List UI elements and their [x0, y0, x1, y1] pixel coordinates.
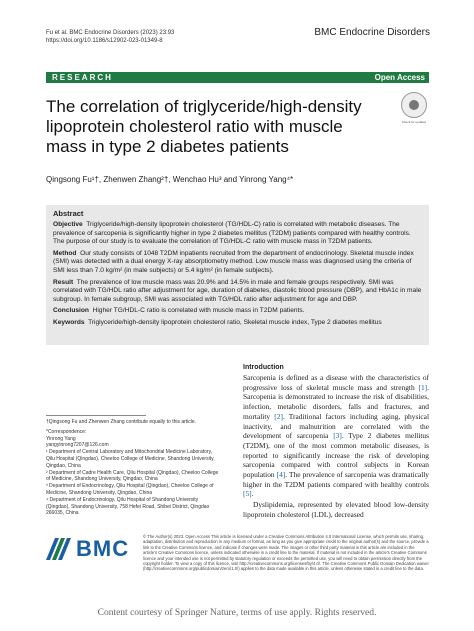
article-title: The correlation of triglyceride/high-density lipoprotein cholesterol ratio with muscle mass in type 2 diabetes patients [46, 97, 362, 156]
abstract-box [46, 205, 429, 345]
reference-link[interactable]: [5] [243, 489, 252, 499]
abstract-result: Result The prevalence of low muscle mass was 20.9% and 14.5% in male and female groups respectively. SMI was correlated with TG/HDL ratio after adjustment for age, duration of diabetes, diastolic blood pressure (DBP), and HbA1c in male subgroup. In female subgroup, SMI was associated with TG/HDL ratio after adjustment for age and DBP. [53, 278, 422, 303]
open-access-label: Open Access [374, 73, 425, 82]
article-type: RESEARCH [52, 73, 113, 82]
correspondence-name: Yinrong Yang [46, 435, 76, 442]
reference-link[interactable]: [3] [333, 431, 342, 441]
doi-link[interactable]: https://doi.org/10.1186/s12902-023-01349-8 [46, 38, 163, 44]
introduction-paragraph-2: Dyslipidemia, represented by elevated blood low-density lipoprotein cholesterol (LDL), decreased [243, 500, 429, 519]
correspondence-email[interactable]: yangyinrong7207@126.com [46, 442, 109, 449]
journal-name: BMC Endocrine Disorders [314, 27, 430, 38]
affiliation-2: ² Department of Cadre Health Care, Qilu Hospital (Qingdao), Cheeloo College of Medicine, Shandong University, Qingdao, China [46, 469, 219, 483]
footnote-divider [46, 415, 146, 416]
introduction-paragraph-1: Sarcopenia is defined as a disease with the characteristics of progressive loss of skeletal muscle mass and strength [1]. Sarcopenia is demonstrated to increase the risk of disabilities, infection, metabolic disorders, falls and fractures, and mortality [2]. Traditional factors including aging, physical inactivity, and malnutrition are correlated with the development of sarcopenia [3]. Type 2 diabetes mellitus (T2DM), one of the most common metabolic diseases, is reported to significantly increase the risk of developing sarcopenia compared with control subjects in Korean population [4]. The prevalence of sarcopenia was dramatically higher in the T2DM patients compared with healthy controls [5]. [243, 373, 429, 499]
citation-line: Fu et al. BMC Endocrine Disorders (2023) 23:93 [46, 30, 175, 36]
affiliation-1: ¹ Department of Central Laboratory and Mitochondrial Medicine Laboratory, Qilu Hospital (Qingdao), Cheeloo College of Medicine, Shandong University, Qingdao, China [46, 449, 215, 469]
abstract-conclusion: Conclusion Higher TG/HDL-C ratio is correlated with muscle mass in T2DM patients. [53, 307, 305, 315]
affiliation-3: ³ Department of Endocrinology, Qilu Hospital (Qingdao), Cheeloo College of Medicine, Shandong University, Qingdao, China [46, 483, 214, 496]
abstract-method: Method Our study consists of 1048 T2DM inpatients recruited from the department of endocrinology. Skeletal muscle index (SMI) was detected with a dual energy X-ray absorptiometry method. Low muscle mass was diagnosed using the criteria of SMI less than 7.0 kg/m² (in male subjects) or 5.4 kg/m² (in female subjects). [53, 249, 414, 274]
footnotes [46, 415, 221, 517]
section-band [46, 72, 429, 83]
reference-link[interactable]: [2] [274, 411, 283, 421]
affiliation-4: ⁴ Department of Endocrinology, Qilu Hospital of Shandong University (Qingdao), Shandong University, 758 Hefei Road, Shibei District, Qingdao 266035, China [46, 496, 210, 517]
introduction-heading: Introduction [243, 364, 284, 371]
check-for-updates-label: Check for updates [401, 120, 427, 124]
bmc-wordmark: BMC [76, 536, 130, 561]
bmc-logo-icon [46, 538, 72, 560]
citation-header [46, 29, 174, 45]
reference-link[interactable]: [1] [418, 382, 428, 392]
footer-notice: Content courtesy of Springer Nature, terms of use apply. Rights reserved. [97, 608, 377, 618]
check-for-updates-icon[interactable] [401, 92, 427, 118]
author-list: Qingsong Fu¹†, Zhenwen Zhang²†, Wenchao Hu³ and Yinrong Yang⁴* [46, 175, 294, 184]
equal-contribution-note: †Qingsong Fu and Zhenwen Zhang contribute equally to this article. [46, 419, 197, 425]
abstract-keywords: Keywords Triglyceride/high-density lipoprotein cholesterol ratio, Skeletal muscle index, Type 2 diabetes mellitus [53, 318, 382, 326]
abstract-heading: Abstract [53, 209, 84, 218]
reference-link[interactable]: [4] [276, 470, 286, 480]
abstract-objective: Objective Triglyceride/high-density lipoprotein cholesterol (TG/HDL-C) ratio is correlated with metabolic diseases. The prevalence of sarcopenia is significantly higher in type 2 diabetes mellitus (T2DM) patients compared with healthy controls. The purpose of our study is to evaluate the correlation of TG/HDL-C ratio with muscle mass in T2DM patients. [53, 221, 411, 246]
correspondence-label: *Correspondence: [46, 428, 87, 435]
bmc-logo [46, 536, 129, 562]
introduction-section [243, 364, 429, 521]
license-text: © The Author(s) 2023. Open Access This article is licensed under a Creative Commons Attribution 4.0 International License, which permits use, sharing, adaptation, distribution and reproduction in any medium or format, as long as you give appropriate credit to the original author(s) and the source, provide a link to the Creative Commons licence, and indicate if changes were made. The images or other third party material in this article are included in the article's Creative Commons licence, unless indicated otherwise in a credit line to the material. If material is not included in the article's Creative Commons licence and your intended use is not permitted by statutory regulation or exceeds the permitted use, you will need to obtain permission directly from the copyright holder. To view a copy of this licence, visit http://creativecommons.org/licenses/by/4.0/. The Creative Commons Public Domain Dedication waiver (http://creativecommons.org/publicdomain/zero/1.0/) applies to the data made available in this article, unless otherwise stated in a credit line to the data. [143, 534, 429, 572]
